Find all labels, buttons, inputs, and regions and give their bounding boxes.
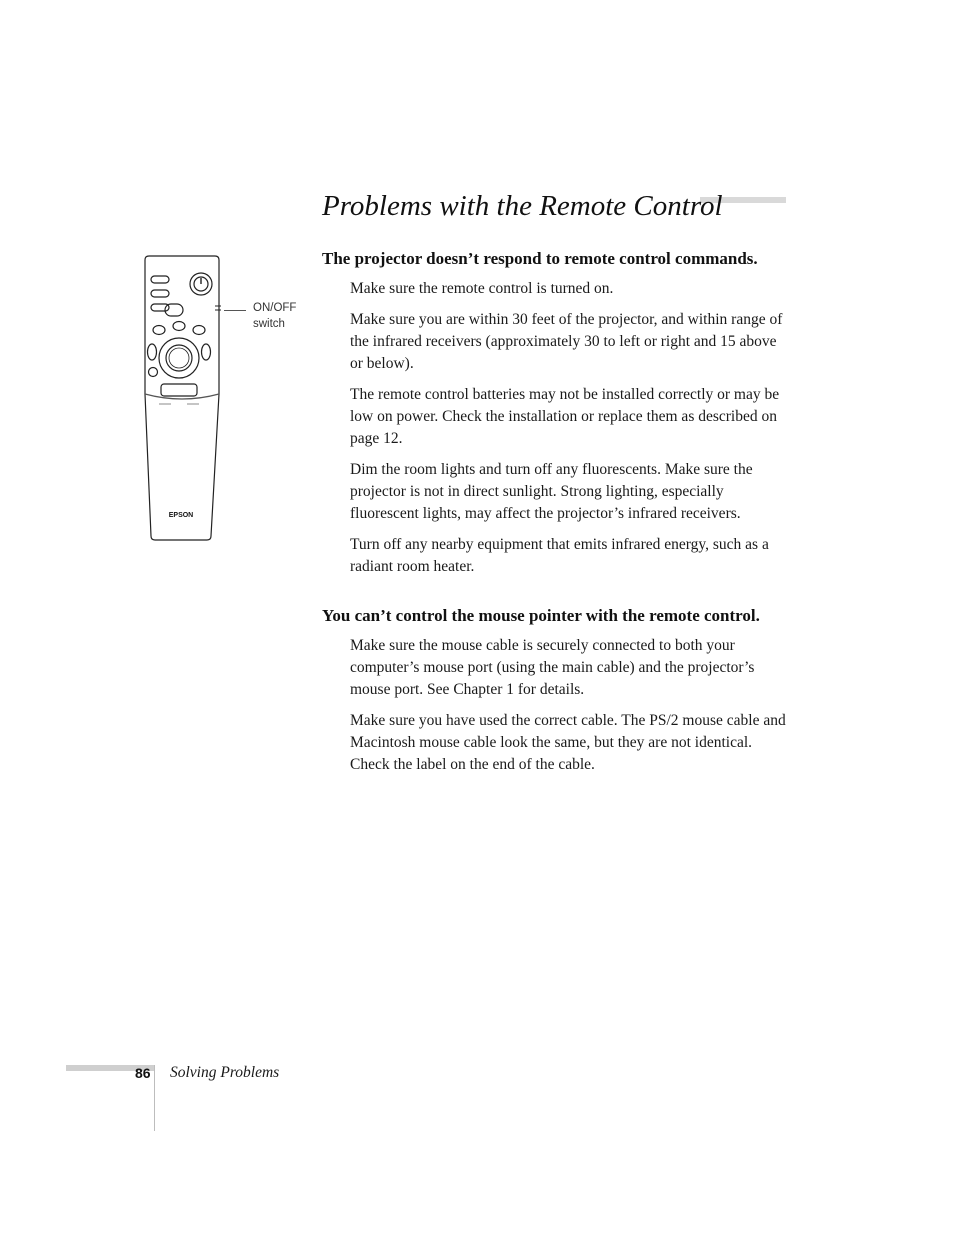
- remote-button: [161, 384, 197, 396]
- callout-leader-line: [224, 310, 246, 311]
- direction-pad-icon: [159, 338, 199, 378]
- remote-button: [193, 326, 205, 335]
- paragraph: Make sure you have used the correct cable. The PS/2 mouse cable and Macintosh mouse cable look the same, but they are not identical. Check the label on the end of the cable.: [350, 712, 786, 773]
- running-title: Solving Problems: [170, 1064, 280, 1081]
- page-title: Problems with the Remote Control: [322, 190, 723, 222]
- remote-button: [151, 304, 169, 311]
- section-mouse-pointer: [322, 605, 788, 785]
- section-no-response: [322, 248, 788, 587]
- paragraph: Turn off any nearby equipment that emits infrared energy, such as a radiant room heater.: [350, 536, 769, 575]
- paragraph: Make sure the mouse cable is securely connected to both your computer’s mouse port (using the main cable) and the projector’s mouse port. See Chapter 1 for details.: [350, 637, 755, 698]
- remote-button: [151, 290, 169, 297]
- remote-button: [149, 368, 158, 377]
- paragraph: The remote control batteries may not be installed correctly or may be low on power. Check the installation or replace them as described on page 12.: [350, 386, 780, 447]
- remote-brand-label: EPSON: [168, 512, 194, 519]
- section-heading: You can’t control the mouse pointer with the remote control.: [322, 606, 760, 625]
- remote-button: [202, 344, 211, 360]
- on-off-switch-icon: [215, 306, 221, 310]
- paragraph: Make sure the remote control is turned on.: [350, 280, 614, 297]
- remote-button: [173, 322, 185, 331]
- callout-line-1: ON/OFF: [253, 302, 297, 314]
- page-number: 86: [135, 1065, 151, 1081]
- footer-divider: [154, 1065, 155, 1131]
- remote-button: [151, 276, 169, 283]
- callout-line-2: switch: [253, 318, 285, 330]
- paragraph: Dim the room lights and turn off any fluorescents. Make sure the projector is not in direct sunlight. Strong lighting, especially fluorescent lights, may affect the projector’s infrared receivers.: [350, 461, 753, 522]
- remote-button: [153, 326, 165, 335]
- remote-body: [145, 256, 219, 540]
- section-heading: The projector doesn’t respond to remote control commands.: [322, 249, 758, 268]
- paragraph: Make sure you are within 30 feet of the projector, and within range of the infrared receivers (approximately 30 to left or right and 15 above or below).: [350, 311, 783, 372]
- remote-control-illustration: [137, 254, 227, 542]
- remote-button: [148, 344, 157, 360]
- on-off-switch-callout: [253, 300, 296, 332]
